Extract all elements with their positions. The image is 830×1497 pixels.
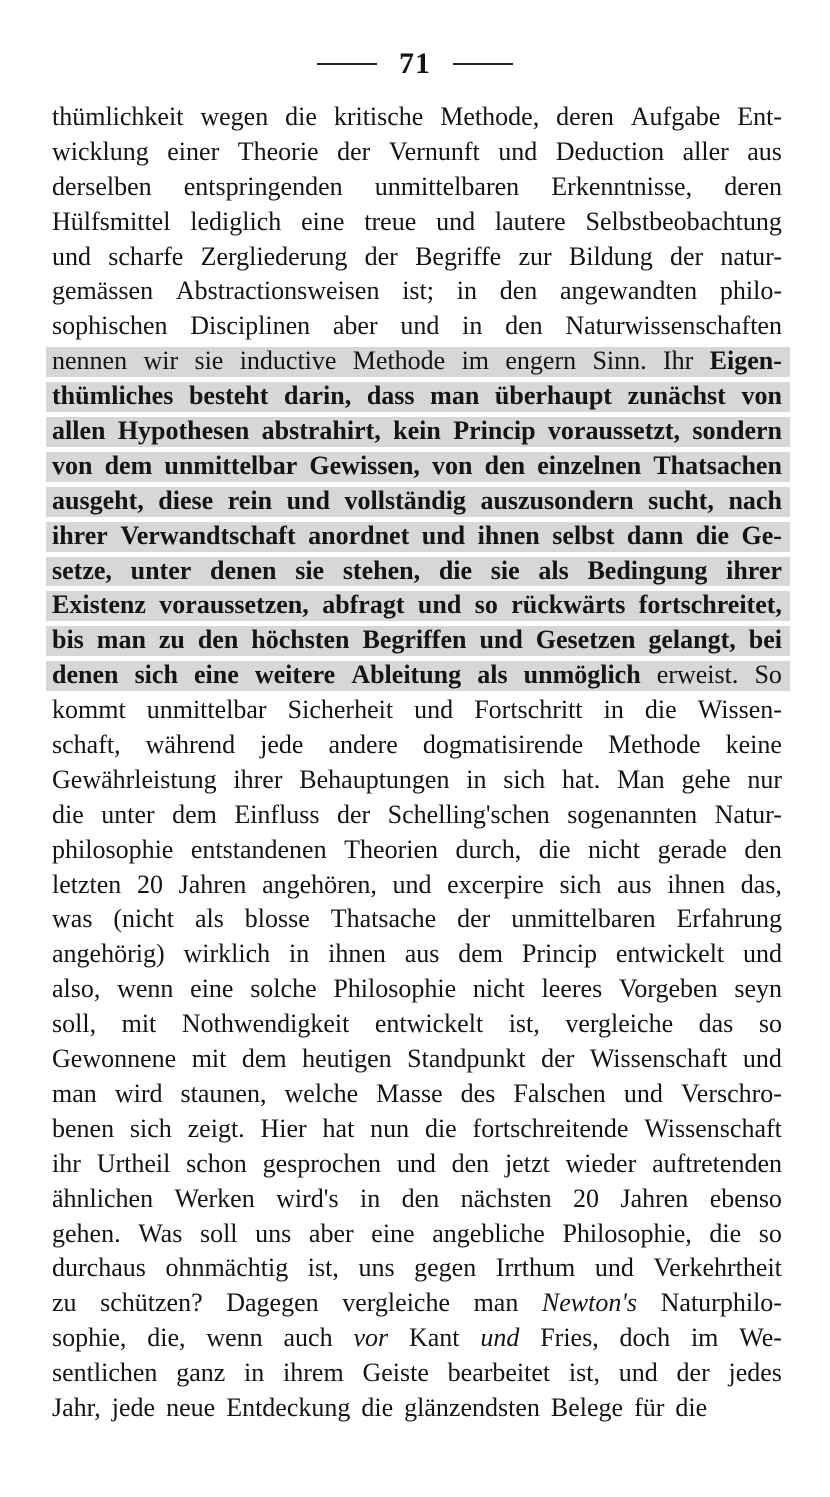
text-line: gehen. Was soll uns aber eine angebliche Philosophie, die so [52,1218,782,1248]
text-line: Gewährleistung ihrer Behauptungen in sich hat. Man gehe nur [52,764,782,794]
text-line: angehörig) wirklich in ihnen aus dem Princip entwickelt und [52,939,782,969]
header-dash-right [453,63,513,65]
text-line: derselben entspringenden unmittelbaren Erkenntnisse, deren [52,171,782,201]
text-line: schaft, während jede andere dogmatisirende Methode keine [52,730,782,760]
text-line: also, wenn eine solche Philosophie nicht leeres Vorgeben seyn [52,974,782,1004]
body-text [52,100,782,1426]
text-line: die unter dem Einfluss der Schelling'schen sogenannten Natur- [52,799,782,829]
text-line: Jahr, jede neue Entdeckung die glänzendsten Belege für die [52,1392,708,1422]
text-line: philosophie entstandenen Theorien durch, die nicht gerade den [52,834,782,864]
text-line: von dem unmittelbar Gewissen, von den einzelnen Thatsachen [52,449,782,484]
text-line: Hülfsmittel lediglich eine treue und lautere Selbstbeobachtung [52,206,782,236]
text-line: denen sich eine weitere Ableitung als unmöglich erweist. So [52,658,782,693]
page-number: 71 [399,47,431,80]
text-line: benen sich zeigt. Hier hat nun die fortschreitende Wissenschaft [52,1113,782,1143]
text-line: setze, unter denen sie stehen, die sie als Bedingung ihrer [52,554,782,589]
text-line: sophischen Disciplinen aber und in den Naturwissenschaften [52,311,782,341]
text-line: wicklung einer Theorie der Vernunft und Deduction aller aus [52,136,782,166]
text-line: zu schützen? Dagegen vergleiche man Newton's Naturphilo- [52,1288,782,1318]
text-line: ihr Urtheil schon gesprochen und den jetzt wieder auftretenden [52,1148,782,1178]
text-line: bis man zu den höchsten Begriffen und Gesetzen gelangt, bei [52,623,782,658]
text-line: man wird staunen, welche Masse des Falschen und Verschro- [52,1078,782,1108]
text-line: kommt unmittelbar Sicherheit und Fortschritt in die Wissen- [52,695,782,725]
text-line: letzten 20 Jahren angehören, und excerpire sich aus ihnen das, [52,869,782,899]
text-line: ausgeht, diese rein und vollständig auszusondern sucht, nach [52,484,782,519]
text-line: durchaus ohnmächtig ist, uns gegen Irrthum und Verkehrtheit [52,1253,782,1283]
text-line: thümlichkeit wegen die kritische Methode, deren Aufgabe Ent- [52,102,782,131]
text-line: Gewonnene mit dem heutigen Standpunkt der Wissenschaft und [52,1044,782,1074]
text-line: thümliches besteht darin, dass man überhaupt zunächst von [52,379,782,414]
header-dash-left [317,63,377,65]
text-line: soll, mit Nothwendigkeit entwickelt ist, vergleiche das so [52,1009,782,1039]
text-line: allen Hypothesen abstrahirt, kein Princip voraussetzt, sondern [52,414,782,449]
text-line: gemässen Abstractionsweisen ist; in den angewandten philo- [52,276,782,306]
text-line: ihrer Verwandtschaft anordnet und ihnen selbst dann die Ge- [52,519,782,554]
text-line: Existenz voraussetzen, abfragt und so rückwärts fortschreitet, [52,588,782,623]
text-line: was (nicht als blosse Thatsache der unmittelbaren Erfahrung [52,904,782,934]
text-line: sentlichen ganz in ihrem Geiste bearbeitet ist, und der jedes [52,1358,782,1388]
text-line: und scharfe Zergliederung der Begriffe zur Bildung der natur- [52,241,782,271]
page-header [0,44,830,84]
text-line: sophie, die, wenn auch vor Kant und Fries, doch im We- [52,1323,782,1353]
text-line: nennen wir sie inductive Methode im engern Sinn. Ihr Eigen- [52,344,782,379]
text-line: ähnlichen Werken wird's in den nächsten 20 Jahren ebenso [52,1183,782,1213]
